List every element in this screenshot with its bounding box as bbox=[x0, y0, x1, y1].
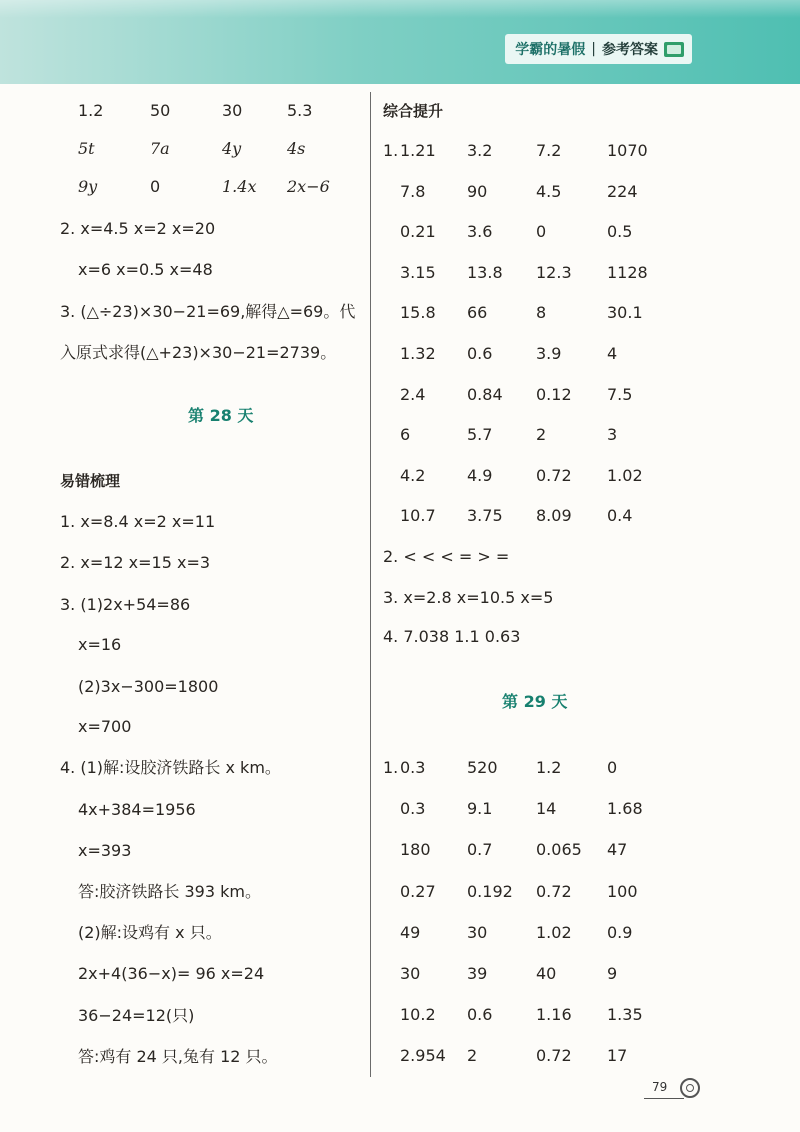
d29-cell-r6-c3: 1.35 bbox=[607, 1005, 643, 1025]
q1-cell-r6-c0: 2.4 bbox=[400, 384, 426, 404]
header-shade bbox=[0, 0, 800, 18]
q1-cell-r9-c3: 0.4 bbox=[607, 506, 633, 526]
q1-cell-r3-c3: 1128 bbox=[607, 262, 648, 282]
d29-cell-r1-c2: 14 bbox=[536, 799, 557, 819]
left-e3-b: x=16 bbox=[78, 635, 122, 654]
sun-icon bbox=[680, 1078, 700, 1098]
d29-cell-r0-c0: 0.3 bbox=[400, 758, 426, 777]
q1-cell-r0-c1: 3.2 bbox=[467, 141, 493, 160]
q1-cell-r1-c1: 90 bbox=[467, 181, 488, 201]
d29-cell-r3-c3: 100 bbox=[607, 881, 638, 901]
d29-cell-r6-c1: 0.6 bbox=[467, 1005, 493, 1025]
q1-cell-r2-c3: 0.5 bbox=[607, 222, 633, 242]
q1-cell-r3-c0: 3.15 bbox=[400, 262, 436, 282]
d29-cell-r0-c2: 1.2 bbox=[536, 758, 562, 777]
left-e4-f: 2x+4(36−x)= 96 x=24 bbox=[78, 964, 265, 983]
q1-cell-r7-c2: 2 bbox=[536, 425, 547, 445]
q1-cell-r7-c3: 3 bbox=[607, 425, 618, 445]
d29-cell-r3-c0: 0.27 bbox=[400, 881, 436, 901]
left-e4-a: 4. (1)解:设胶济铁路长 x km。 bbox=[60, 758, 281, 777]
day-28-title: 第 28 天 bbox=[188, 406, 254, 425]
q1-cell-r5-c1: 0.6 bbox=[467, 344, 493, 363]
q1-cell-r3-c1: 13.8 bbox=[467, 262, 503, 282]
header-title: 参考答案 bbox=[602, 42, 658, 58]
q1-cell-r8-c1: 4.9 bbox=[467, 465, 493, 485]
d29-cell-r6-c0: 10.2 bbox=[400, 1005, 436, 1025]
q1-cell-r6-c3: 7.5 bbox=[607, 384, 633, 404]
q1-cell-r7-c0: 6 bbox=[400, 425, 411, 445]
q1-cell-r5-c0: 1.32 bbox=[400, 344, 436, 363]
left-q3-line1: 3. (△÷23)×30−21=69,解得△=69。代 bbox=[60, 302, 356, 321]
day-29-title: 第 29 天 bbox=[502, 692, 568, 711]
left-e4-d: 答:胶济铁路长 393 km。 bbox=[78, 882, 261, 901]
q1-cell-r0-c3: 1070 bbox=[607, 141, 648, 160]
q1-cell-r4-c2: 8 bbox=[536, 303, 547, 323]
q1-cell-r2-c0: 0.21 bbox=[400, 222, 436, 242]
header-separator: | bbox=[591, 41, 596, 57]
q1-cell-r0-c2: 7.2 bbox=[536, 141, 562, 160]
d29-cell-r5-c2: 40 bbox=[536, 964, 557, 983]
right-q2: 2. < < < = > = bbox=[383, 547, 510, 566]
q1-cell-r5-c2: 3.9 bbox=[536, 344, 562, 363]
d29-cell-r7-c3: 17 bbox=[607, 1046, 628, 1066]
q1-cell-r4-c3: 30.1 bbox=[607, 303, 643, 323]
left-e4-h: 答:鸡有 24 只,兔有 12 只。 bbox=[78, 1047, 278, 1066]
d29-cell-r5-c3: 9 bbox=[607, 964, 618, 983]
page-number: 79 bbox=[652, 1080, 668, 1094]
q1-cell-r8-c2: 0.72 bbox=[536, 465, 572, 485]
column-divider bbox=[370, 92, 372, 1077]
q1-cell-r4-c1: 66 bbox=[467, 303, 488, 323]
right-d29-label: 1. bbox=[383, 758, 399, 777]
q1-cell-r2-c1: 3.6 bbox=[467, 222, 493, 242]
q1-cell-r1-c3: 224 bbox=[607, 181, 638, 201]
d29-cell-r3-c2: 0.72 bbox=[536, 881, 572, 901]
q1-cell-r9-c1: 3.75 bbox=[467, 506, 503, 526]
left-e4-e: (2)解:设鸡有 x 只。 bbox=[78, 923, 222, 942]
left-e3-a: 3. (1)2x+54=86 bbox=[60, 595, 191, 614]
q1-cell-r8-c0: 4.2 bbox=[400, 465, 426, 485]
left-e4-c: x=393 bbox=[78, 841, 132, 860]
d29-cell-r7-c0: 2.954 bbox=[400, 1046, 446, 1066]
d29-cell-r3-c1: 0.192 bbox=[467, 881, 513, 901]
d29-cell-r0-c3: 0 bbox=[607, 758, 618, 777]
q1-cell-r6-c1: 0.84 bbox=[467, 384, 503, 404]
left-e1: 1. x=8.4 x=2 x=11 bbox=[60, 512, 216, 531]
q1-cell-r7-c1: 5.7 bbox=[467, 425, 493, 445]
d29-cell-r5-c1: 39 bbox=[467, 964, 488, 983]
left-q2-line1: 2. x=4.5 x=2 x=20 bbox=[60, 219, 216, 238]
d29-cell-r1-c3: 1.68 bbox=[607, 799, 643, 819]
left-cell-r2-c3: 2x−6 bbox=[287, 177, 330, 196]
left-q3-line2: 入原式求得(△+23)×30−21=2739。 bbox=[60, 343, 337, 362]
header-banner bbox=[0, 0, 800, 84]
left-cell-r0-c3: 5.3 bbox=[287, 101, 313, 120]
d29-cell-r2-c3: 47 bbox=[607, 840, 628, 860]
q1-cell-r5-c3: 4 bbox=[607, 344, 618, 363]
left-cell-r2-c0: 9y bbox=[78, 177, 98, 196]
left-e2: 2. x=12 x=15 x=3 bbox=[60, 553, 211, 572]
q1-cell-r0-c0: 1.21 bbox=[400, 141, 436, 160]
q1-cell-r6-c2: 0.12 bbox=[536, 384, 572, 404]
d29-cell-r4-c0: 49 bbox=[400, 922, 421, 942]
d29-cell-r4-c3: 0.9 bbox=[607, 922, 633, 942]
right-section-title: 综合提升 bbox=[383, 102, 444, 120]
left-e4-g: 36−24=12(只) bbox=[78, 1006, 195, 1025]
left-cell-r1-c2: 4y bbox=[222, 139, 242, 158]
q1-cell-r2-c2: 0 bbox=[536, 222, 547, 242]
left-e3-c: (2)3x−300=1800 bbox=[78, 677, 219, 696]
book-icon bbox=[664, 42, 684, 57]
d29-cell-r7-c1: 2 bbox=[467, 1046, 478, 1066]
left-e4-b: 4x+384=1956 bbox=[78, 800, 196, 819]
left-cell-r2-c2: 1.4x bbox=[222, 177, 257, 196]
left-cell-r1-c0: 5t bbox=[78, 139, 95, 158]
right-q3: 3. x=2.8 x=10.5 x=5 bbox=[383, 588, 554, 607]
left-q2-line2: x=6 x=0.5 x=48 bbox=[78, 260, 213, 279]
header-title-tag bbox=[505, 34, 692, 64]
d29-cell-r6-c2: 1.16 bbox=[536, 1005, 572, 1025]
q1-cell-r1-c2: 4.5 bbox=[536, 181, 562, 201]
right-q1-label: 1. bbox=[383, 141, 399, 160]
left-section-title: 易错梳理 bbox=[60, 472, 121, 490]
q1-cell-r9-c2: 8.09 bbox=[536, 506, 572, 526]
d29-cell-r4-c1: 30 bbox=[467, 922, 488, 942]
d29-cell-r2-c2: 0.065 bbox=[536, 840, 582, 860]
page-number-rule bbox=[644, 1098, 684, 1099]
d29-cell-r2-c1: 0.7 bbox=[467, 840, 493, 860]
left-cell-r1-c3: 4s bbox=[287, 139, 306, 158]
d29-cell-r1-c1: 9.1 bbox=[467, 799, 493, 819]
left-cell-r0-c1: 50 bbox=[150, 101, 171, 120]
d29-cell-r5-c0: 30 bbox=[400, 964, 421, 983]
left-cell-r0-c0: 1.2 bbox=[78, 101, 104, 120]
d29-cell-r2-c0: 180 bbox=[400, 840, 431, 860]
d29-cell-r4-c2: 1.02 bbox=[536, 922, 572, 942]
d29-cell-r7-c2: 0.72 bbox=[536, 1046, 572, 1066]
q1-cell-r1-c0: 7.8 bbox=[400, 181, 426, 201]
d29-cell-r0-c1: 520 bbox=[467, 758, 498, 777]
q1-cell-r8-c3: 1.02 bbox=[607, 465, 643, 485]
d29-cell-r1-c0: 0.3 bbox=[400, 799, 426, 819]
header-brand: 学霸的暑假 bbox=[515, 42, 586, 58]
q1-cell-r3-c2: 12.3 bbox=[536, 262, 572, 282]
q1-cell-r4-c0: 15.8 bbox=[400, 303, 436, 323]
left-cell-r2-c1: 0 bbox=[150, 177, 161, 196]
right-q4: 4. 7.038 1.1 0.63 bbox=[383, 627, 521, 646]
left-e3-d: x=700 bbox=[78, 717, 132, 736]
left-cell-r0-c2: 30 bbox=[222, 101, 243, 120]
q1-cell-r9-c0: 10.7 bbox=[400, 506, 436, 526]
left-cell-r1-c1: 7a bbox=[150, 139, 170, 158]
